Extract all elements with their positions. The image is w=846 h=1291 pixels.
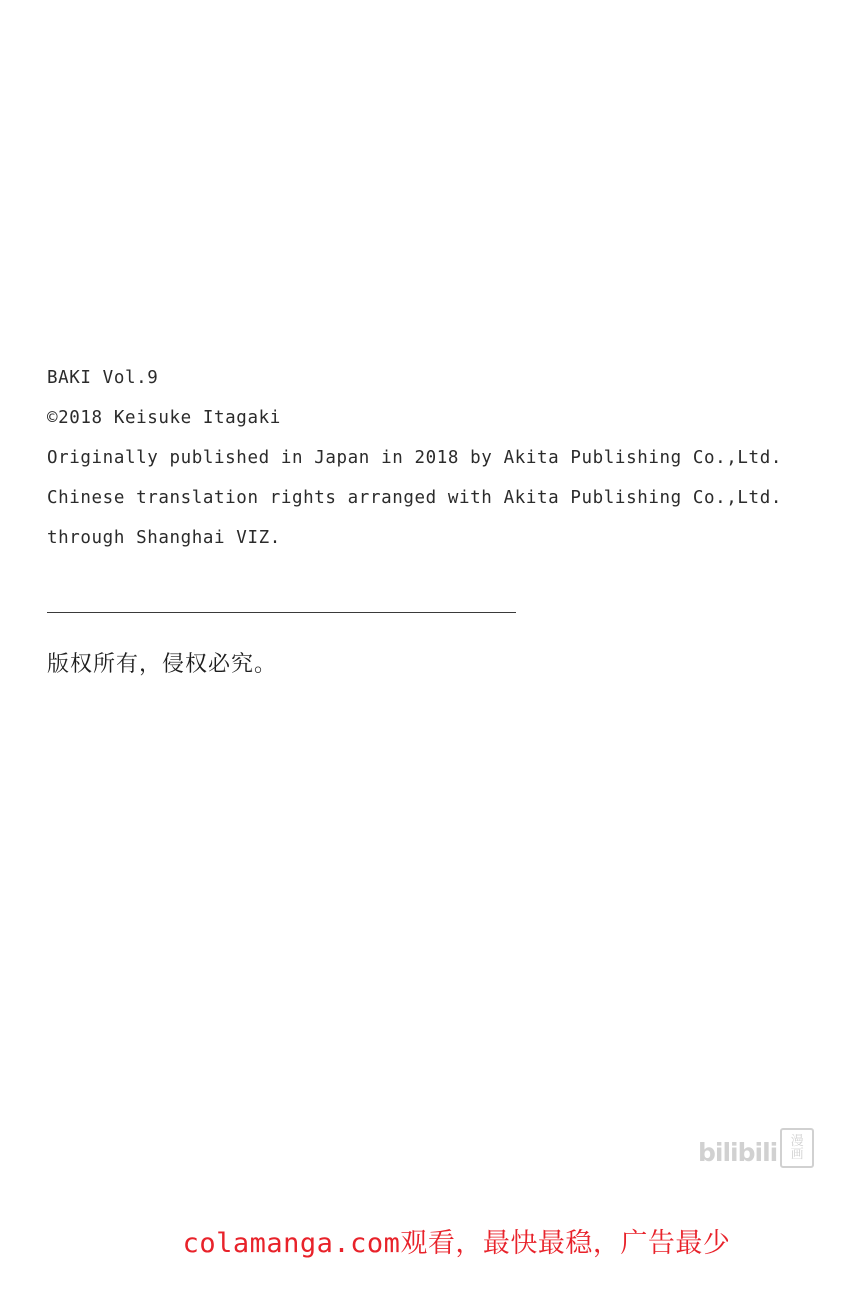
copyright-line-translation: Chinese translation rights arranged with Akita Publishing Co.,Ltd. xyxy=(47,488,782,508)
copyright-line-through: through Shanghai VIZ. xyxy=(47,528,281,548)
copyright-line-holder: ©2018 Keisuke Itagaki xyxy=(47,408,281,428)
rights-notice: 版权所有，侵权必究。 xyxy=(47,652,278,677)
site-watermark xyxy=(0,1190,846,1291)
bilibili-wordmark: bilibili xyxy=(698,1137,778,1167)
badge-char-top: 漫 xyxy=(790,1134,804,1149)
copyright-line-origin: Originally published in Japan in 2018 by Akita Publishing Co.,Ltd. xyxy=(47,448,782,468)
copyright-block xyxy=(47,358,787,558)
watermark-slogan: 观看，最快最稳，广告最少 xyxy=(400,1228,731,1259)
copyright-line-title: BAKI Vol.9 xyxy=(47,368,159,388)
watermark-domain: colamanga.com xyxy=(182,1228,401,1259)
bilibili-manga-logo xyxy=(698,1126,814,1170)
manga-badge-icon xyxy=(780,1128,814,1168)
badge-char-bottom: 画 xyxy=(790,1147,804,1162)
divider-rule xyxy=(47,612,516,613)
